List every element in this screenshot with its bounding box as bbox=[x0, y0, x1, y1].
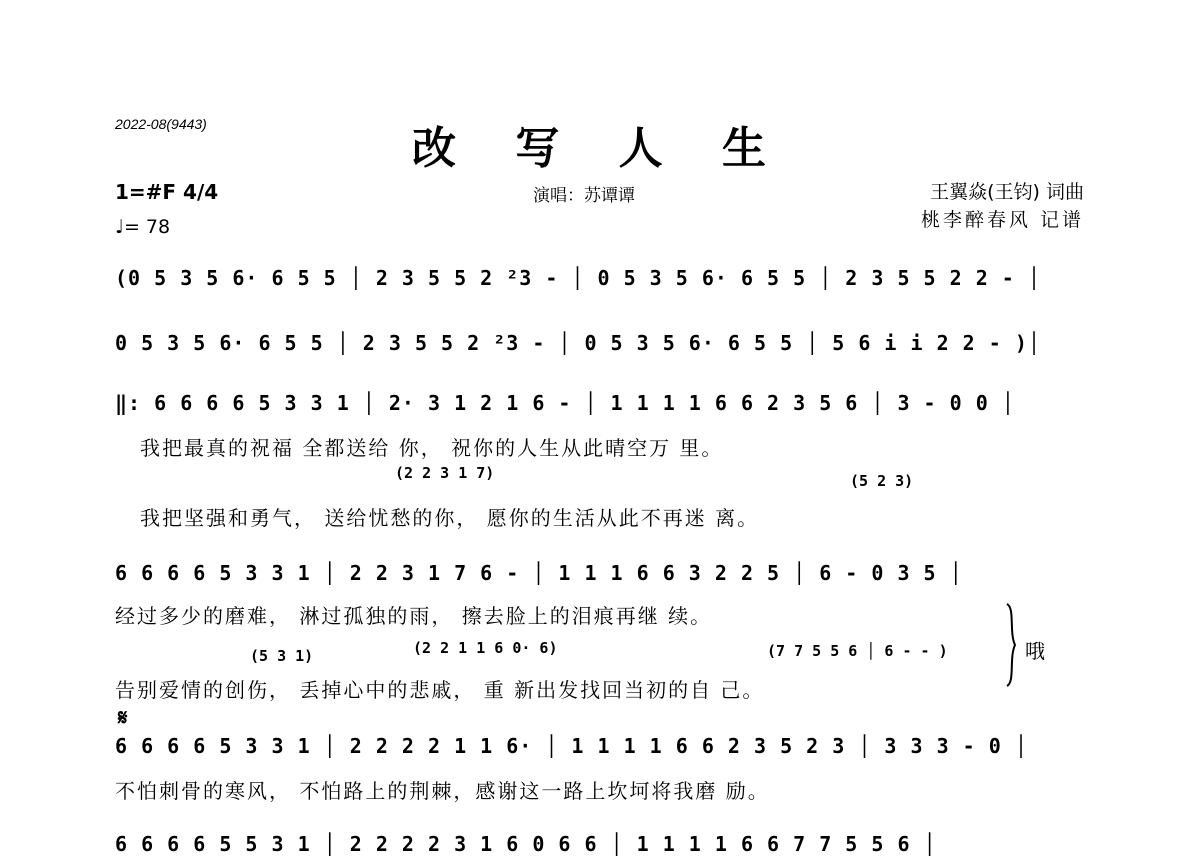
lyric-line-4a: 经过多少的磨难， 淋过孤独的雨， 擦去脸上的泪痕再继 续。 bbox=[115, 604, 713, 628]
segno-sign: 𝄋 bbox=[118, 705, 128, 731]
score-line-2: 0 5 3 5 6· 6 5 5 │ 2 3 5 5 2 ²3 - │ 0 5 3 5 6· 6 5 5 │ 5 6 i i 2 2 - )│ bbox=[115, 331, 1041, 355]
credits-block bbox=[921, 178, 1084, 234]
alt-notes-4a: (5 3 1) bbox=[250, 647, 314, 665]
transcriber: 桃李醉春风 记谱 bbox=[920, 209, 1084, 231]
score-line-4: 6 6 6 6 5 3 3 1 │ 2 2 3 1 7 6 - │ 1 1 1 6 6 3 2 2 5 │ 6 - 0 3 5 │ bbox=[115, 561, 963, 585]
alt-notes-3b: (5 2 3) bbox=[850, 472, 914, 490]
lyricist-composer: 王翼焱(王钧) 词曲 bbox=[930, 181, 1084, 203]
alt-notes-4b: (2 2 1 1 6 0· 6) bbox=[413, 639, 558, 657]
alt-notes-3: (2 2 3 1 7) bbox=[395, 464, 495, 482]
lyric-line-3b: 我把坚强和勇气， 送给忧愁的你， 愿你的生活从此不再迷 离。 bbox=[140, 506, 760, 530]
lyric-line-3a: 我把最真的祝福 全都送给 你， 祝你的人生从此晴空万 里。 bbox=[140, 436, 724, 460]
catalog-number: 2022-08(9443) bbox=[115, 116, 207, 132]
score-line-5: 6 6 6 6 5 3 3 1 │ 2 2 2 2 1 1 6· │ 1 1 1 1 6 6 2 3 5 2 3 │ 3 3 3 - 0 │ bbox=[115, 734, 1028, 758]
score-line-6: 6 6 6 6 5 5 3 1 │ 2 2 2 2 3 1 6 0 6 6 │ 1 1 1 1 6 6 7 7 5 5 6 │ bbox=[115, 832, 937, 856]
score-line-3: ‖: 6 6 6 6 5 3 3 1 │ 2· 3 1 2 1 6 - │ 1 1 1 1 6 6 2 3 5 6 │ 3 - 0 0 │ bbox=[115, 391, 1015, 415]
score-line-1: (0 5 3 5 6· 6 5 5 │ 2 3 5 5 2 ²3 - │ 0 5 3 5 6· 6 5 5 │ 2 3 5 5 2 2 - │ bbox=[115, 266, 1041, 290]
tempo-marking: ♩= 78 bbox=[115, 216, 171, 238]
brace-symbol bbox=[1005, 602, 1019, 688]
key-signature: 1=#F 4/4 bbox=[115, 180, 219, 204]
interjection-oh: 哦 bbox=[1025, 639, 1045, 663]
singer-credit: 演唱：苏谭谭 bbox=[533, 186, 635, 206]
lyric-line-4b: 告别爱情的创伤， 丢掉心中的悲戚， 重 新出发找回当初的自 己。 bbox=[115, 678, 765, 702]
alt-notes-4c: (7 7 5 5 6 │ 6 - - ) bbox=[767, 642, 948, 660]
lyric-line-5: 不怕刺骨的寒风， 不怕路上的荆棘，感谢这一路上坎坷将我磨 励。 bbox=[115, 779, 770, 803]
song-title: 改 写 人 生 bbox=[412, 123, 788, 174]
